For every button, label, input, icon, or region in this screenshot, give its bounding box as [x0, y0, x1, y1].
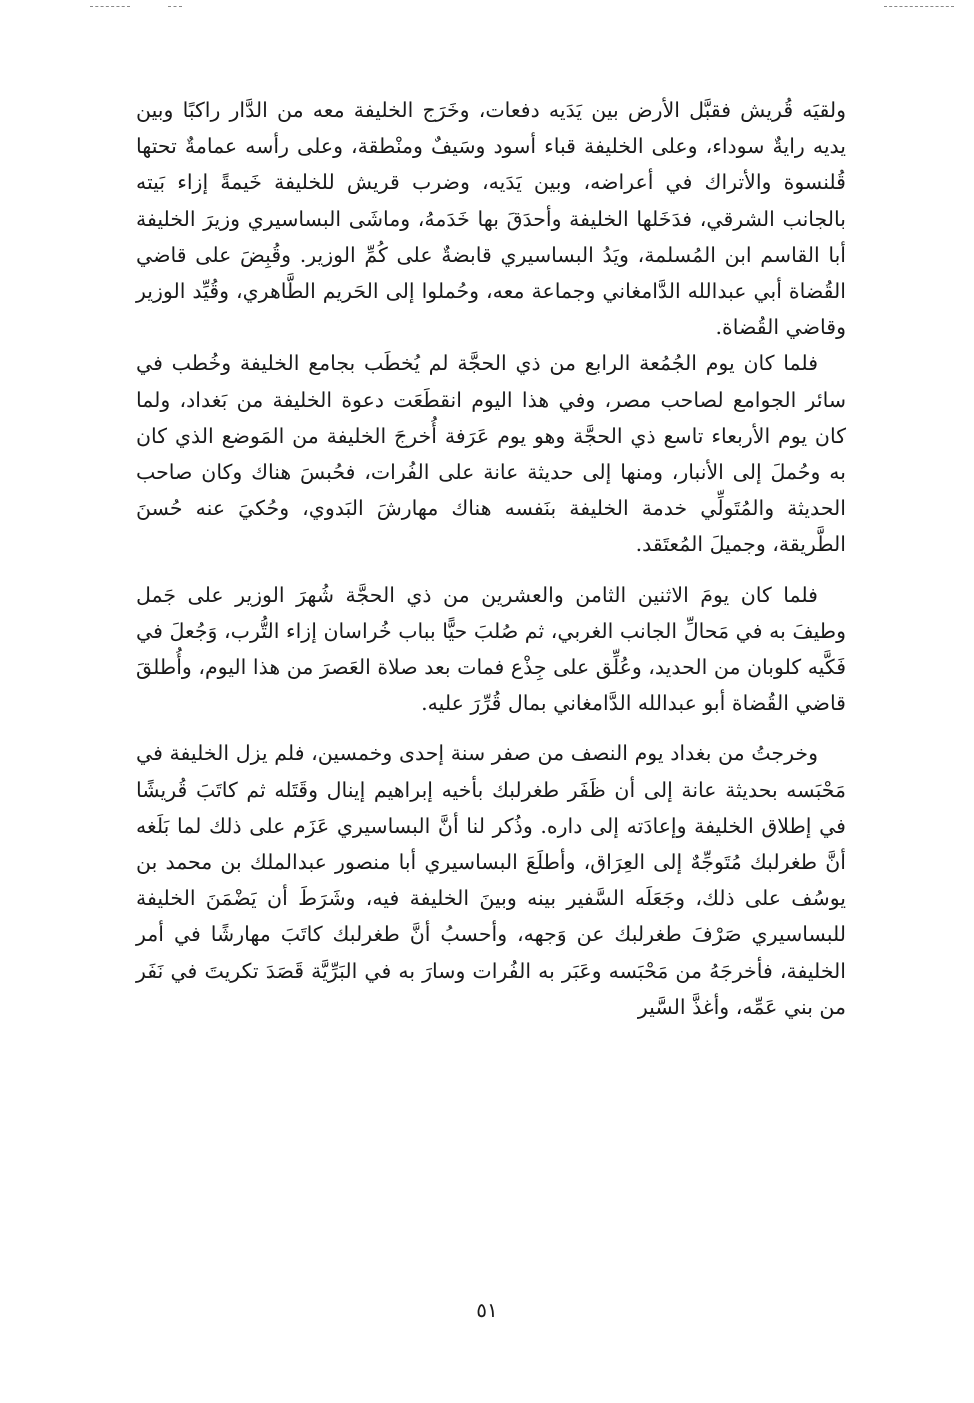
page-body-text — [136, 92, 846, 1025]
paragraph-1: ولقيَه قُريش فقبَّل الأرض بين يَدَيه دفعات، وخَرَج الخليفة معه من الدَّار راكبًا وبين يديه رايةٌ سوداء، وعلى الخليفة قباء أسود وسَيفٌ ومنْطقة، وعلى رأسه عمامةٌ تحتها قُلنسوة والأتراك في أعراضه، وبين يَدَيه، وضرب قريش للخليفة خَيمةً إزاء بَيته بالجانب الشرقي، فدَخَلها الخليفة وأحدَقَ بها خَدَمهُ، وماشَى البساسيري وزيرَ الخليفة أبا القاسم ابن المُسلمة، ويَدُ البساسيري قابضةٌ على كُمِّ الوزير. وقُبِضَ على قاضي القُضاة أبي عبدالله الدَّامغاني وجماعة معه، وحُملوا إلى الحَريم الطَّاهري، وقُيِّد الوزير وقاضي القُضاة. — [136, 98, 846, 340]
paragraph-4: وخرجتُ من بغداد يوم النصف من صفر سنة إحدى وخمسين، فلم يزل الخليفة في مَحْبَسه بحديثة عانة إلى أن ظَفَر طغرلبك بأخيه إبراهيم إينال وقَتَله ثم كاتَبَ قُريشًا في إطلاق الخليفة وإعادَته إلى داره. وذُكر لنا أنَّ البساسيري عَزَم على ذلك لما بَلَغه أنَّ طغرلبك مُتَوجِّهٌ إلى العِرَاق، وأطلَعَ البساسيري أبا منصور عبدالملك بن محمد بن يوسُف على ذلك، وجَعَلَه السَّفير بينه وبينَ الخليفة فيه، وشَرَطَ أن يَضْمَنَ الخليفة للبساسيري صَرْفَ طغرلبك عن وَجهه، وأحسبُ أنَّ طغرلبك كاتَبَ مهارشًا في أمر الخليفة، فأخرجَهُ من مَحْبَسه وعَبَر به الفُرات وسارَ به في البَرِّيَّة قَصَدَ تكريتَ في نَفَر من بني عَمِّه، وأغذَّ السَّير — [136, 741, 846, 1019]
page-number: ٥١ — [476, 1298, 498, 1322]
scan-edge-mark-left — [90, 6, 130, 8]
scan-edge-mark-middle — [168, 6, 182, 8]
paragraph-2: فلما كان يوم الجُمُعة الرابع من ذي الحجَّة لم يُخطَب بجامع الخليفة وخُطب في سائر الجوامع لصاحب مصر، وفي هذا اليوم انقطَعَت دعوة الخليفة من بَغداد، ولما كان يوم الأربعاء تاسع ذي الحجَّة وهو يوم عَرَفة أُخرجَ الخليفة من المَوضع الذي كان به وحُملَ إلى الأنبار، ومنها إلى حديثة عانة على الفُرات، فحُبسَ هناك وكان صاحب الحديثة والمُتَولِّي خدمة الخليفة بنَفسه هناك مهارشَ البَدوي، وحُكيَ عنه حُسنَ الطَّريقة، وجميلَ المُعتَقد. — [136, 351, 846, 557]
scan-edge-mark-right — [884, 6, 954, 8]
paragraph-3: فلما كان يومَ الاثنين الثامن والعشرين من ذي الحجَّة شُهرَ الوزير على جَمل وطيفَ به في مَحالِّ الجانب الغربي، ثم صُلبَ حيًّا بباب خُراسان إزاء التُّرب، وَجُعلَ في فَكَّيه كلوبان من الحديد، وعُلِّق على جِذْع فمات بعد صلاة العَصرَ من هذا اليوم، وأُطلقَ قاضي القُضاة أبو عبدالله الدَّامغاني بمال قُرِّرَ عليه. — [136, 582, 846, 716]
